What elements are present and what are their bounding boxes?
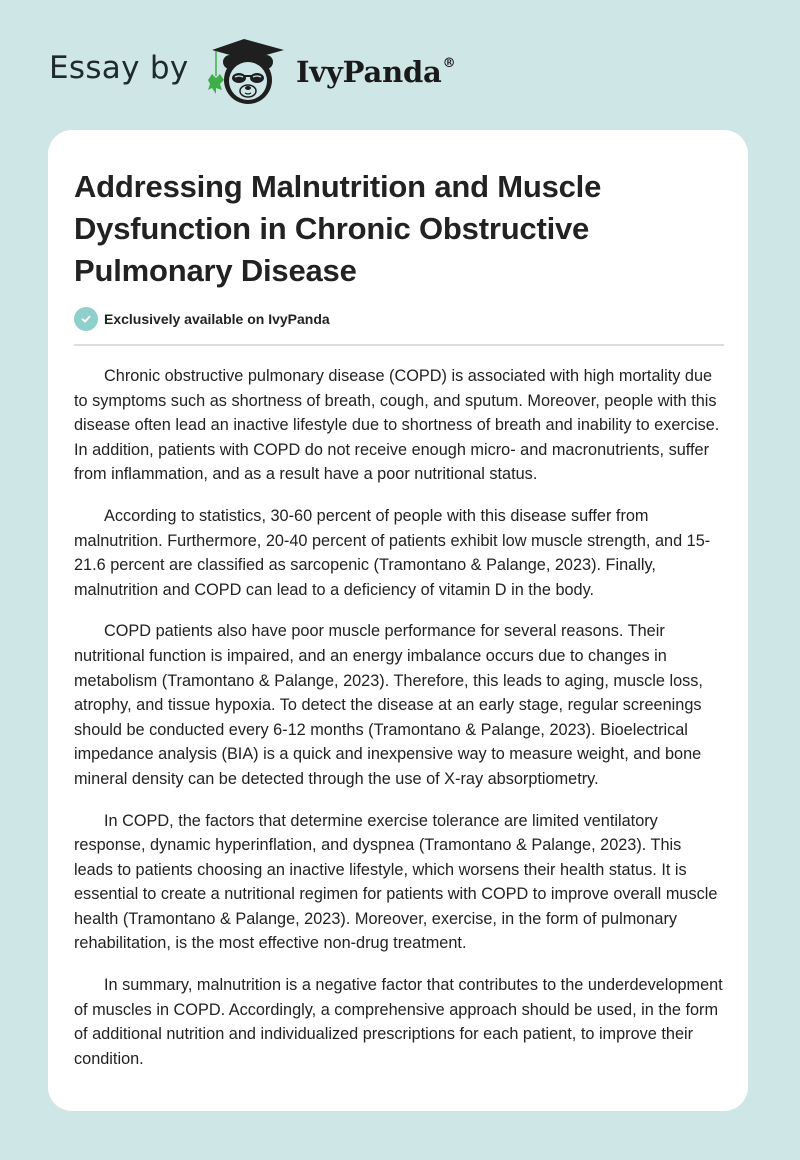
- registered-mark: ®: [442, 56, 456, 72]
- title-divider: [74, 344, 724, 346]
- essay-by-label: Essay by: [49, 50, 189, 86]
- check-circle-icon: [74, 307, 98, 331]
- exclusive-badge-text: Exclusively available on IvyPanda: [104, 311, 330, 327]
- paragraph: In COPD, the factors that determine exercise tolerance are limited ventilatory response, dynamic hyperinflation, and dyspnea (Tramontano & Palange, 2023). This leads to patients choosing an inactive lifestyle, which worsens their health status. It is essential to create a nutritional regimen for patients with COPD to improve overall muscle health (Tramontano & Palange, 2023). Moreover, exercise, in the form of pulmonary rehabilitation, is the most effective non-drug treatment.: [74, 811, 718, 953]
- essay-card: [48, 130, 748, 1111]
- paragraph: In summary, malnutrition is a negative factor that contributes to the underdevelopment of muscles in COPD. Accordingly, a comprehensive approach should be used, in the form of additional nutrition and individualized prescriptions for each patient, to improve their condition.: [74, 976, 723, 1068]
- site-header: [0, 0, 800, 130]
- paragraph: COPD patients also have poor muscle performance for several reasons. Their nutritional function is impaired, and an energy imbalance occurs due to changes in metabolism (Tramontano & Palange, 2023). Therefore, this leads to aging, muscle loss, atrophy, and tissue hypoxia. To detect the disease at an early stage, regular screenings should be conducted every 6-12 months (Tramontano & Palange, 2023). Bioelectrical impedance analysis (BIA) is a quick and inexpensive way to measure weight, and bone mineral density can be detected through the use of X-ray absorptiometry.: [74, 622, 703, 788]
- panda-graduate-logo-icon[interactable]: [202, 36, 292, 108]
- paragraph: Chronic obstructive pulmonary disease (COPD) is associated with high mortality due to symptoms such as shortness of breath, cough, and sputum. Moreover, people with this disease often lead an inactive lifestyle due to shortness of breath and inability to exercise. In addition, patients with COPD do not receive enough micro- and macronutrients, suffer from inflammation, and as a result have a poor nutritional status.: [74, 367, 720, 484]
- brand-name[interactable]: [296, 55, 455, 89]
- paragraph: According to statistics, 30-60 percent of people with this disease suffer from malnutrition. Furthermore, 20-40 percent of patients exhibit low muscle strength, and 15-21.6 percent are classified as sarcopenic (Tramontano & Palange, 2023). Finally, malnutrition and COPD can lead to a deficiency of vitamin D in the body.: [74, 506, 711, 599]
- brand-name-text: IvyPanda: [296, 55, 442, 89]
- exclusive-badge: [74, 306, 330, 332]
- essay-title: Addressing Malnutrition and Muscle Dysfunction in Chronic Obstructive Pulmonary Disease: [74, 169, 602, 288]
- essay-body: [74, 364, 724, 1088]
